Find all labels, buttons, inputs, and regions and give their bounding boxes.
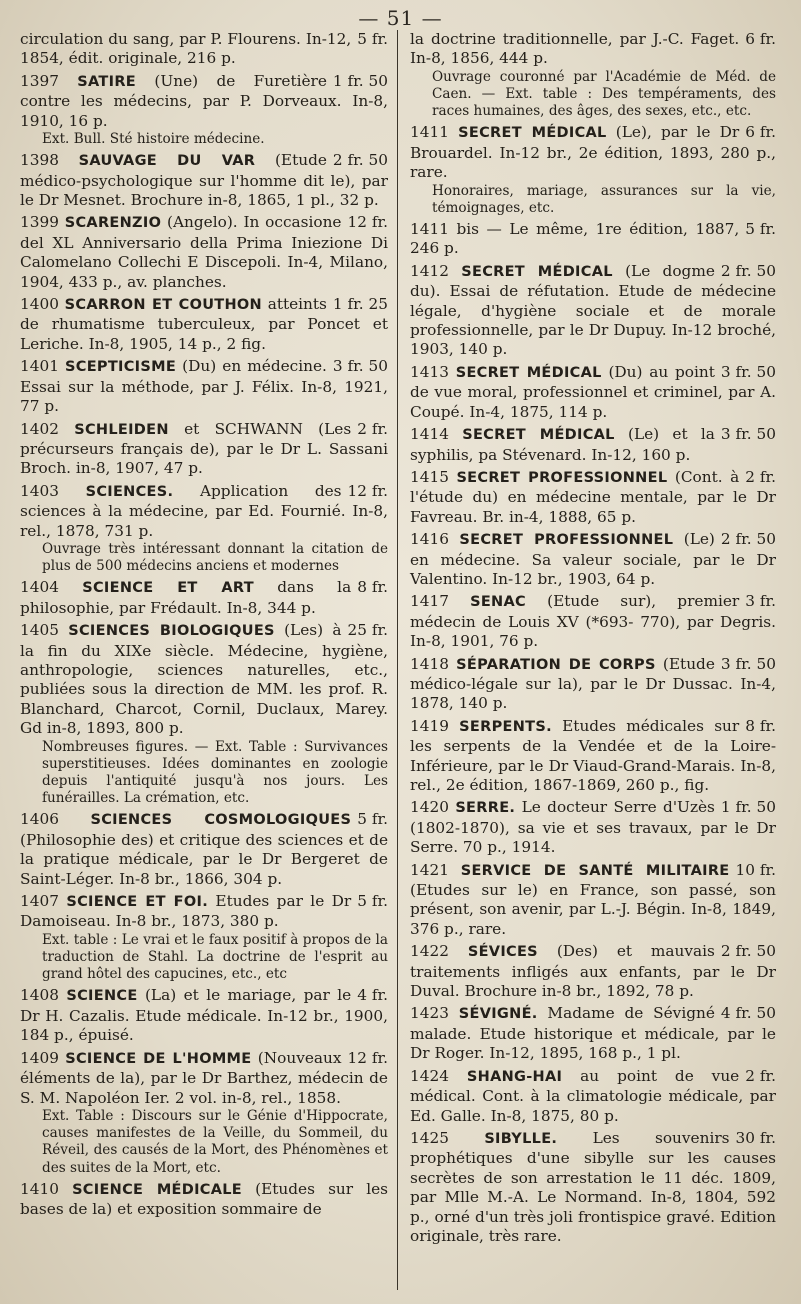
entry-number: 1422 — [410, 942, 449, 961]
entry-heading: SÉPARATION DE CORPS — [456, 656, 656, 673]
entry-text: (Le) en médecine. Sa valeur sociale, par le Dr Valentino. In-12 br., 1903, 64 p. — [410, 530, 776, 588]
catalog-entry — [410, 425, 776, 465]
entry-number: 1424 — [410, 1066, 449, 1085]
entry-number: 1408 — [20, 986, 59, 1005]
entry-note: Nombreuses figures. — Ext. Table : Survivances superstitieuses. Idées dominantes en zoologie depuis l'antiquité jusqu'à nos jours. Les funérailles. La crémation, etc. — [42, 738, 388, 807]
entry-number: 1421 — [410, 860, 449, 879]
right-column — [410, 30, 776, 1249]
entry-heading: SIBYLLE. — [484, 1130, 558, 1147]
catalog-entry — [410, 363, 776, 422]
catalog-entry — [20, 295, 388, 354]
entry-text: Etudes par le Dr Damoiseau. In-8 br., 1873, 380 p. — [20, 892, 352, 931]
entry-price: 1 fr. 50 — [720, 798, 776, 817]
entry-text: (Cont. à l'étude du) en médecine mentale, par le Dr Favreau. Br. in-4, 1888, 65 p. — [410, 467, 776, 526]
catalog-entry — [410, 1129, 776, 1246]
entry-heading: SÉVICES — [467, 944, 538, 961]
catalog-entry — [410, 1067, 776, 1126]
entry-number: 1406 — [20, 810, 59, 829]
entry-heading: SCIENCE — [66, 988, 138, 1005]
catalog-entry — [410, 262, 776, 360]
entry-price: 2 fr. 50 — [720, 261, 776, 280]
entry-number: 1411 — [410, 123, 449, 142]
entry-text: (Etudes sur les bases de la) et exposition sommaire de — [20, 1179, 388, 1219]
entry-heading: SCIENCES BIOLOGIQUES — [68, 623, 275, 640]
catalog-entry — [410, 220, 776, 259]
catalog-entry — [410, 592, 776, 651]
entry-heading: SCIENCES. — [85, 483, 174, 500]
catalog-entry — [410, 1004, 776, 1063]
entry-number: 1397 — [20, 71, 59, 90]
entry-number: 1399 — [20, 213, 59, 232]
entry-price: 4 fr. — [357, 986, 388, 1005]
catalog-entry — [20, 578, 388, 618]
entry-note: Ouvrage couronné par l'Académie de Méd. de Caen. — Ext. table : Des tempéraments, des races humaines, des âges, des sexes, etc., etc. — [432, 68, 776, 120]
entry-note: Ext. Table : Discours sur le Génie d'Hippocrate, causes manifestes de la Veille, du Sommeil, du Réveil, des causés de la Mort, des Phénomènes et des suites de la Mort, etc. — [42, 1107, 388, 1176]
catalog-entry — [20, 986, 388, 1045]
entry-heading: SCARRON ET COUTHON — [64, 297, 262, 314]
entry-number: 1420 — [410, 798, 449, 817]
entry-text: circulation du sang, par P. Flourens. In-12, 1854, édit. originale, 216 p. — [20, 30, 352, 68]
entry-price: 2 fr. — [745, 1066, 776, 1085]
entry-price: 6 fr. — [745, 30, 776, 48]
entry-price: 1 fr. 25 — [332, 295, 388, 314]
catalog-entry — [20, 482, 388, 576]
catalog-entry — [20, 420, 388, 479]
entry-text: (Etude médico-psychologique sur l'homme dit le), par le Dr Mesnet. Brochure in-8, 1865, 1 pl., 32 p. — [20, 151, 388, 210]
entry-price: 3 fr. 50 — [720, 362, 776, 381]
catalog-entry — [20, 892, 388, 983]
entry-price: 2 fr. 50 — [720, 530, 776, 549]
entry-price: 3 fr. — [745, 592, 776, 611]
catalog-entry — [20, 151, 388, 210]
entry-heading: SHANG-HAI — [466, 1068, 563, 1085]
entry-price: 2 fr. — [357, 419, 388, 438]
entry-text: la doctrine traditionnelle, par J.-C. Faget. In-8, 1856, 444 p. — [410, 30, 740, 68]
entry-price: 5 fr. — [357, 892, 388, 911]
entry-note: Ext. table : Le vrai et le faux positif à propos de la traduction de Stahl. La doctrine de l'esprit au grand hôtel des capucines, etc., etc — [42, 931, 388, 983]
entry-heading: SCHLEIDEN — [74, 421, 169, 438]
entry-price: 1 fr. 50 — [332, 71, 388, 90]
entry-number: 1415 — [410, 467, 449, 486]
entry-text: (Le dogme du). Essai de réfutation. Etude de médecine légale, d'hygiène sociale et de morale professionnelle, par le Dr Dupuy. In-12 broché, 1903, 140 p. — [410, 261, 776, 359]
entry-price: 3 fr. 50 — [720, 425, 776, 444]
entry-text: (Angelo). In occasione del XL Anniversario della Prima Iniezione Di Calomelano Collechi E Discepoli. In-4, Milano, 1904, 433 p., av. planches. — [20, 213, 388, 291]
entry-number: 1404 — [20, 578, 59, 597]
catalog-entry — [20, 30, 388, 69]
entry-text: (La) et le mariage, par le Dr H. Cazalis. Etude médicale. In-12 br., 1900, 184 p., épuisé. — [20, 986, 388, 1045]
catalog-entry — [410, 798, 776, 857]
entry-text: au point de vue médical. Cont. à la climatologie médicale, par Ed. Galle. In-8, 1875, 80 p. — [410, 1066, 776, 1125]
entry-text: (Le) et la syphilis, pa Stévenard. In-12, 160 p. — [410, 425, 715, 464]
entry-heading: SCIENCE DE L'HOMME — [65, 1050, 252, 1067]
entry-text: (Etude sur), premier médecin de Louis XV (*693- 770), par Degris. In-8, 1901, 76 p. — [410, 592, 776, 651]
entry-heading: SÉVIGNÉ. — [458, 1006, 538, 1023]
column-divider — [397, 30, 398, 1290]
entry-price: 2 fr. 50 — [332, 151, 388, 170]
catalog-entry — [410, 123, 776, 217]
entry-number: 1414 — [410, 425, 449, 444]
entry-heading: SERRE. — [455, 800, 516, 817]
entry-price: 10 fr. — [735, 860, 776, 879]
entry-heading: SCEPTICISME — [65, 359, 177, 376]
entry-price: 25 fr. — [347, 621, 388, 640]
entry-price: 6 fr. — [745, 123, 776, 142]
entry-heading: SCIENCES COSMOLOGIQUES — [90, 812, 352, 829]
entry-heading: SECRET MÉDICAL — [462, 427, 615, 444]
entry-price: 5 fr. — [357, 30, 388, 48]
entry-heading: SCIENCE ET FOI. — [66, 894, 209, 911]
catalog-entry — [20, 213, 388, 292]
catalog-entry — [410, 530, 776, 589]
entry-text: Madame de Sévigné malade. Etude historique et médicale, par le Dr Roger. In-12, 1895, 168 p., 1 pl. — [410, 1004, 776, 1063]
entry-note: Ext. Bull. Sté histoire médecine. — [42, 131, 265, 148]
entry-price: 30 fr. — [735, 1128, 776, 1147]
entry-heading: SENAC — [470, 594, 526, 611]
entry-number: 1419 — [410, 716, 449, 735]
entry-heading: SERPENTS. — [459, 718, 552, 735]
entry-text: (Le), par le Dr Brouardel. In-12 br., 2e édition, 1893, 280 p., rare. — [410, 123, 776, 182]
catalog-entry — [20, 1049, 388, 1177]
entry-text: (Etudes sur le) en France, son passé, son présent, son avenir, par L.-J. Bégin. In-8, 1849, 376 p., rare. — [410, 881, 776, 938]
entry-text: Les souvenirs prophétiques d'une sibylle sur les causes secrètes de son arrestation le 11 déc. 1809, par Mlle M.-A. Le Normand. In-8, 1804, 592 p., orné d'un très joli frontispice gravé. Edition originale, très rare. — [410, 1128, 776, 1245]
entry-text: (Les) à la fin du XIXe siècle. Médecine, hygiène, anthropologie, sciences naturelles, etc., publiées sous la direction de MM. les prof. R. Blanchard, Charcot, Cornil, Duclaux, Marey. Gd in-8, 1893, 800 p. — [20, 621, 388, 738]
catalog-entry — [410, 468, 776, 527]
entry-price: 2 fr. — [745, 467, 776, 486]
entry-price: 4 fr. 50 — [720, 1004, 776, 1023]
catalog-entry — [20, 621, 388, 807]
entry-heading: SCIENCE ET ART — [82, 580, 254, 597]
entry-text: (Philosophie des) et critique des sciences et de la pratique médicale, par le Dr Bergeret de Saint-Léger. In-8 br., 1866, 304 p. — [20, 830, 388, 888]
entry-text: (Du) au point de vue moral, professionnel et criminel, par A. Coupé. In-4, 1875, 114 p. — [410, 362, 776, 421]
entry-heading: SECRET MÉDICAL — [461, 263, 613, 280]
page-number: — 51 — — [358, 6, 443, 30]
entry-number: 1417 — [410, 592, 449, 611]
entry-text: Le docteur Serre d'Uzès (1802-1870), sa vie et ses travaux, par le Dr Serre. 70 p., 1914. — [410, 798, 776, 857]
entry-heading: SECRET PROFESSIONNEL — [456, 469, 668, 486]
entry-number: 1400 — [20, 295, 59, 314]
entry-heading: SCIENCE MÉDICALE — [72, 1181, 242, 1198]
entry-price: 5 fr. — [357, 810, 388, 829]
entry-heading: SERVICE DE SANTÉ MILITAIRE — [460, 862, 730, 879]
entry-number: 1405 — [20, 621, 59, 640]
entry-number: 1410 — [20, 1179, 59, 1198]
entry-note: Honoraires, mariage, assurances sur la vie, témoignages, etc. — [432, 182, 776, 216]
entry-number: 1403 — [20, 481, 59, 500]
entry-heading: SAUVAGE DU VAR — [78, 153, 256, 170]
entry-heading: SCARENZIO — [64, 215, 162, 232]
entry-text: (Une) de Furetière contre les médecins, par P. Dorveaux. In-8, 1910, 16 p. — [20, 71, 388, 130]
entry-text: Application des sciences à la médecine, par Ed. Fournié. In-8, rel., 1878, 731 p. — [20, 481, 388, 540]
entry-number: 1398 — [20, 151, 59, 170]
entry-text: et SCHWANN (Les précurseurs français de), par le Dr L. Sassani Broch. in-8, 1907, 47 p. — [20, 419, 388, 478]
entry-text: Etudes médicales sur les serpents de la Vendée et de la Loire-Inférieure, par le Dr Viaud-Grand-Marais. In-8, rel., 2e édition, 1867-1869, 260 p., fig. — [410, 716, 776, 795]
catalog-entry — [410, 861, 776, 940]
entry-price: 2 fr. 50 — [720, 942, 776, 961]
entry-text: dans la philosophie, par Frédault. In-8, 344 p. — [20, 578, 352, 617]
entry-text: (Nouveaux éléments de la), par le Dr Barthez, médecin de S. M. Napoléon Ier. 2 vol. in-8, rel., 1858. — [20, 1048, 388, 1107]
entry-text: atteints de rhumatisme tuberculeux, par Poncet et Leriche. In-8, 1905, 14 p., 2 fig. — [20, 295, 388, 353]
entry-text: (Des) et mauvais traitements infligés aux enfants, par le Dr Duval. Brochure in-8 br., 1892, 78 p. — [410, 942, 776, 1001]
entry-price: 8 fr. — [357, 578, 388, 597]
catalog-entry — [410, 655, 776, 714]
entry-number: 1413 — [410, 362, 449, 381]
entry-text: (Etude médico-légale sur la), par le Dr Dussac. In-4, 1878, 140 p. — [410, 654, 776, 713]
entry-heading: SECRET MÉDICAL — [458, 125, 607, 142]
entry-price: 8 fr. — [745, 716, 776, 735]
entry-number: 1416 — [410, 530, 449, 549]
entry-number: 1425 — [410, 1128, 449, 1147]
entry-heading: SECRET MÉDICAL — [455, 364, 602, 381]
left-column — [20, 30, 388, 1223]
entry-number: 1409 — [20, 1048, 59, 1067]
entry-price: 5 fr. — [745, 220, 776, 239]
entry-number: 1407 — [20, 892, 59, 911]
entry-text: — Le même, 1re édition, 1887, 246 p. — [410, 220, 740, 258]
entry-number: 1402 — [20, 419, 59, 438]
entry-heading: SECRET PROFESSIONNEL — [459, 532, 674, 549]
catalog-entry — [20, 357, 388, 416]
entry-text: (Du) en médecine. Essai sur la méthode, par J. Félix. In-8, 1921, 77 p. — [20, 357, 388, 416]
catalog-entry — [410, 942, 776, 1001]
entry-number: 1418 — [410, 654, 449, 673]
entry-price: 3 fr. 50 — [332, 357, 388, 376]
catalog-entry — [20, 1180, 388, 1220]
entry-price: 12 fr. — [347, 1048, 388, 1067]
catalog-entry — [20, 72, 388, 148]
entry-note: Ouvrage très intéressant donnant la citation de plus de 500 médecins anciens et modernes — [42, 540, 388, 575]
entry-number: 1423 — [410, 1004, 449, 1023]
catalog-entry — [410, 717, 776, 796]
entry-heading: SATIRE — [77, 73, 136, 90]
entry-price: 12 fr. — [347, 213, 388, 232]
entry-number: 1411 bis — [410, 220, 479, 239]
entry-price: 12 fr. — [347, 481, 388, 500]
catalog-entry — [410, 30, 776, 120]
entry-price: 3 fr. 50 — [720, 654, 776, 673]
catalog-entry — [20, 810, 388, 889]
entry-number: 1401 — [20, 357, 59, 376]
entry-number: 1412 — [410, 261, 449, 280]
